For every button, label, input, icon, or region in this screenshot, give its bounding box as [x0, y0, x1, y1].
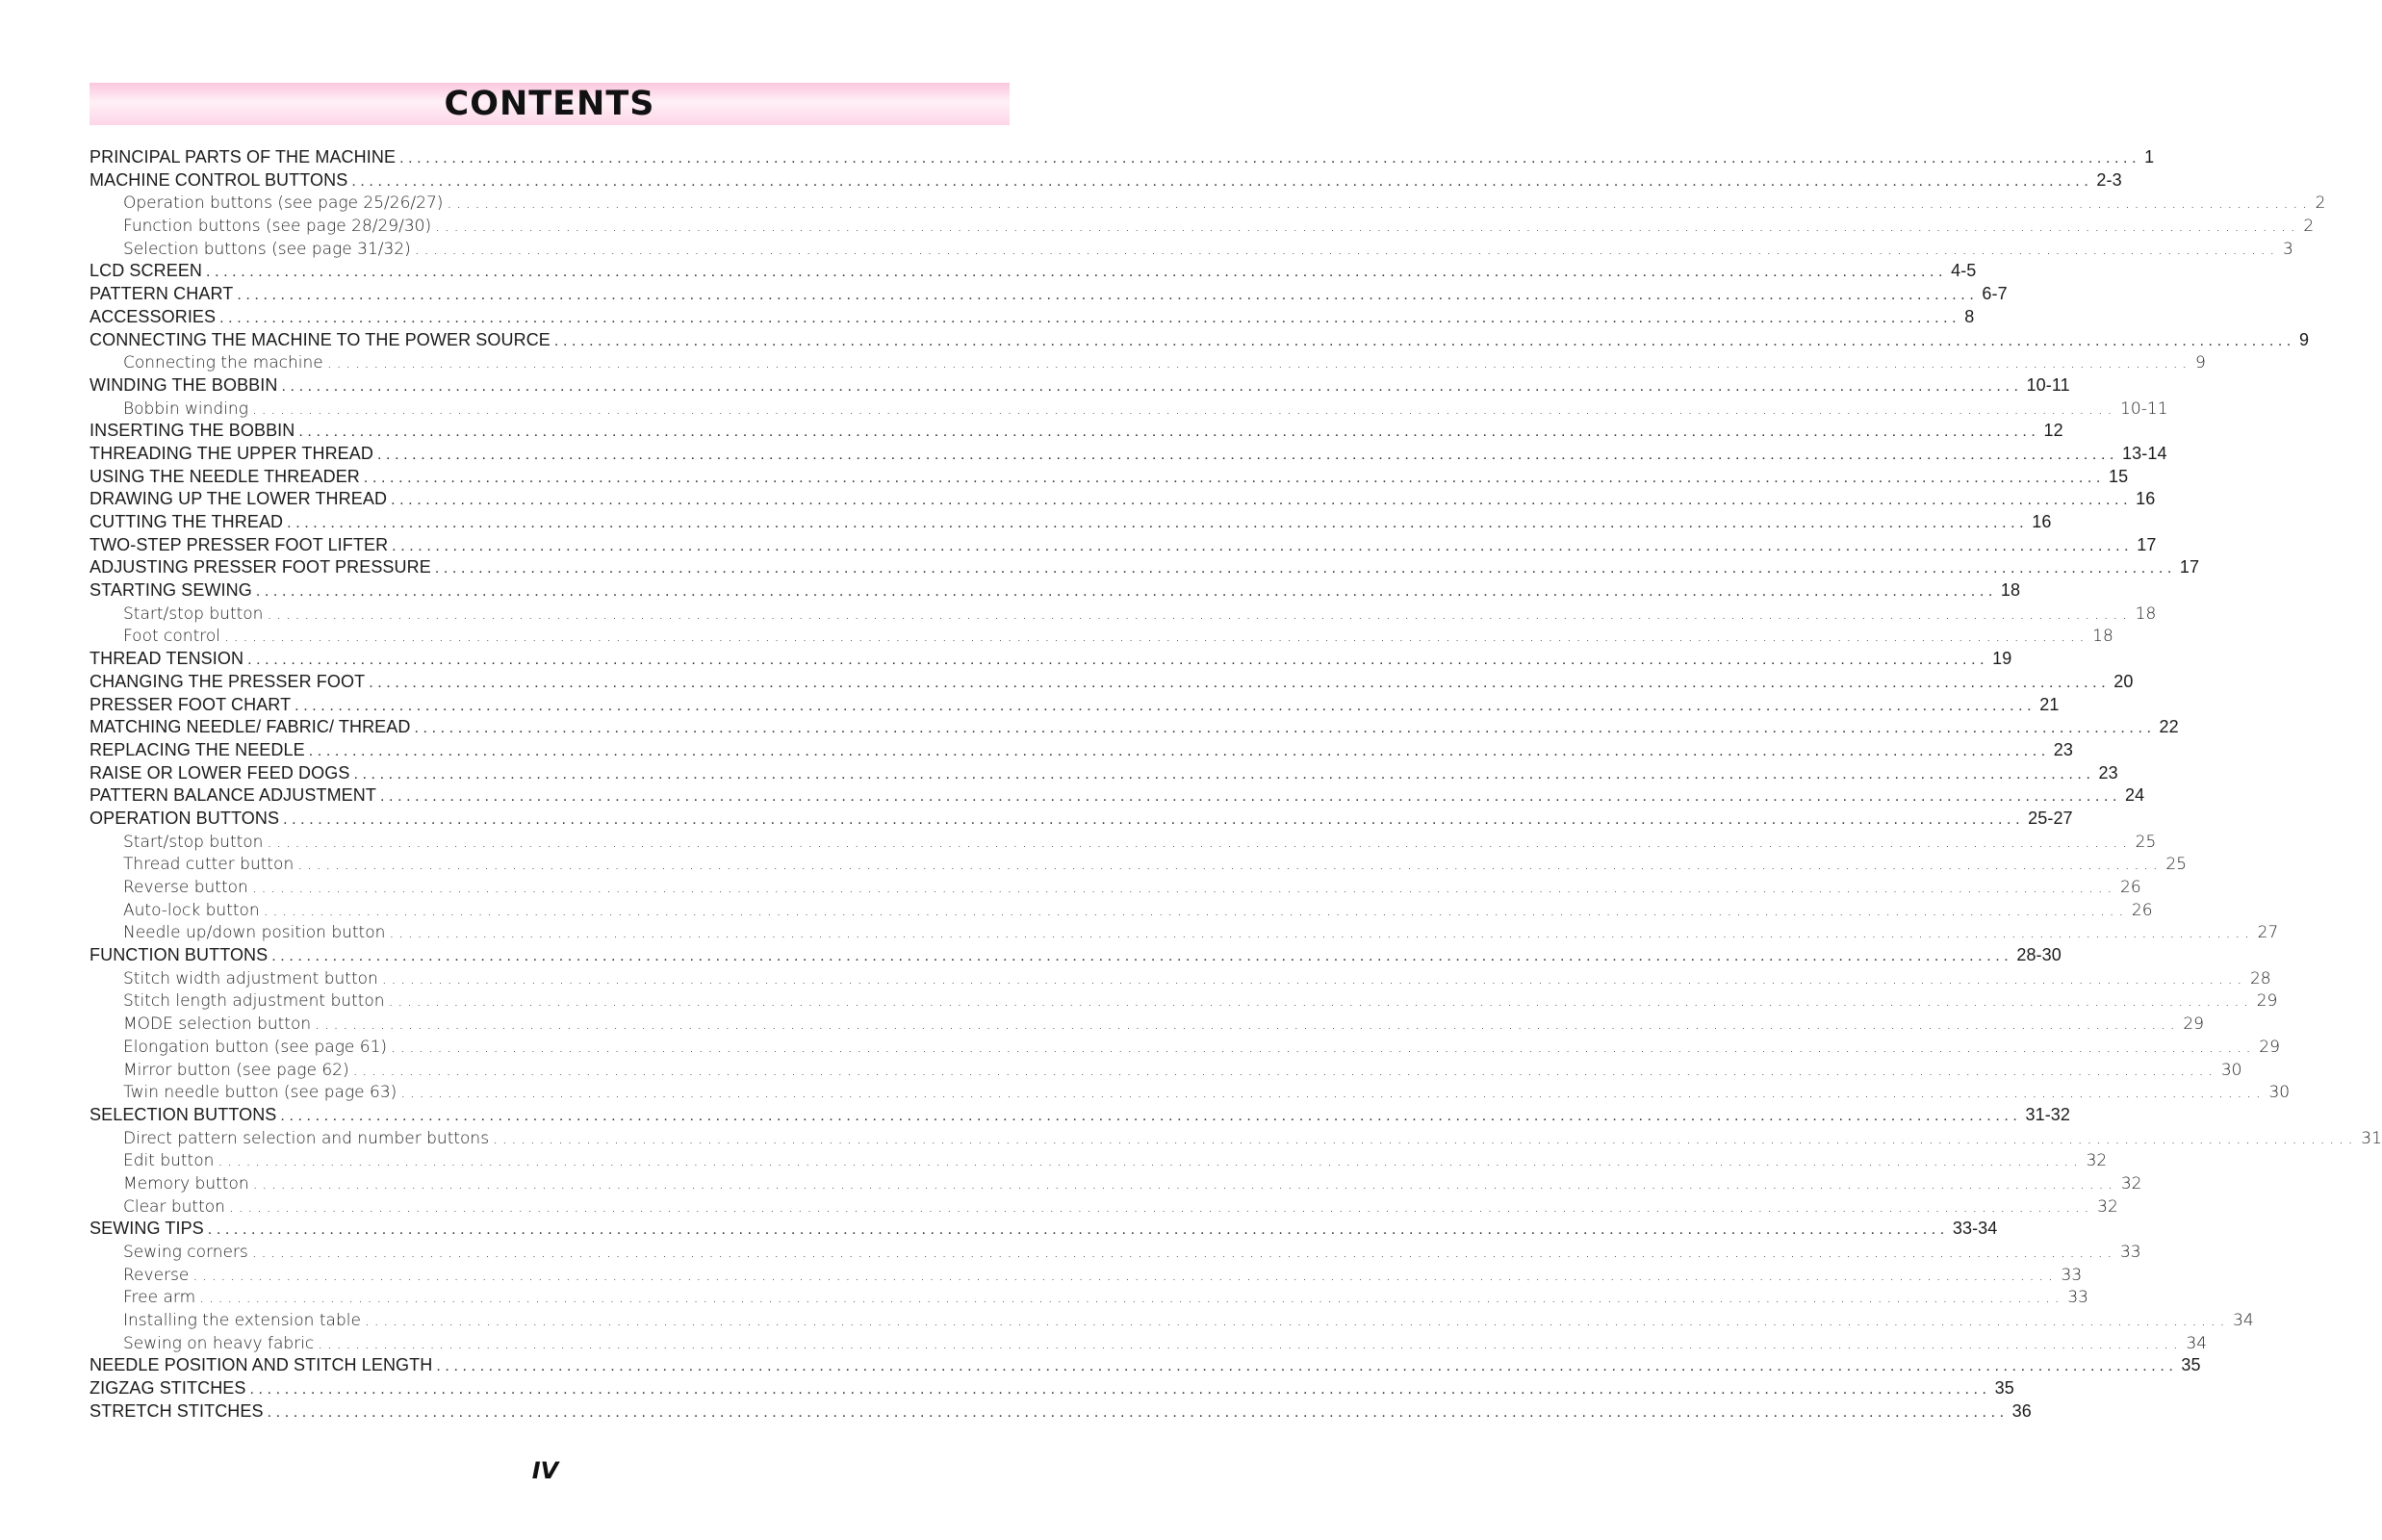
- toc-entry-page: 29: [2256, 991, 2278, 1012]
- toc-entry[interactable]: [90, 1013, 2204, 1036]
- toc-dot-leader: ........................................................................................................................................................................................................: [363, 469, 2105, 486]
- toc-dot-leader: ........................................................................................................................................................................................................: [391, 1037, 2256, 1056]
- toc-entry-page: 25: [2165, 855, 2188, 875]
- toc-entry-title: STARTING SEWING: [90, 580, 252, 601]
- toc-entry[interactable]: [90, 215, 2315, 238]
- page-title: CONTENTS: [444, 85, 655, 123]
- toc-entry-title: Start/stop button: [123, 603, 264, 624]
- toc-dot-leader: ........................................................................................................................................................................................................: [352, 1060, 2217, 1079]
- toc-entry-title: CHANGING THE PRESSER FOOT: [90, 671, 366, 691]
- toc-dot-leader: ........................................................................................................................................................................................................: [267, 603, 2132, 623]
- toc-entry[interactable]: [90, 238, 2293, 261]
- toc-entry-page: 34: [2233, 1311, 2254, 1331]
- toc-dot-leader: ........................................................................................................................................................................................................: [381, 968, 2246, 988]
- toc-entry-title: THREADING THE UPPER THREAD: [90, 443, 373, 463]
- table-of-contents: [90, 146, 2382, 1424]
- toc-dot-leader: ........................................................................................................................................................................................................: [263, 900, 2128, 919]
- toc-entry-title: THREAD TENSION: [90, 649, 244, 669]
- toc-dot-leader: ........................................................................................................................................................................................................: [399, 150, 2141, 167]
- toc-entry-title: Memory button: [123, 1173, 249, 1194]
- toc-entry[interactable]: [90, 1172, 2142, 1195]
- toc-entry-page: 27: [2257, 923, 2279, 943]
- toc-entry[interactable]: [90, 374, 2070, 398]
- toc-dot-leader: ........................................................................................................................................................................................................: [219, 309, 1961, 326]
- toc-entry[interactable]: [90, 1195, 2118, 1219]
- toc-entry-page: 33: [2119, 1243, 2141, 1262]
- toc-dot-leader: ........................................................................................................................................................................................................: [228, 1196, 2094, 1216]
- toc-entry-page: 33: [2067, 1288, 2088, 1308]
- toc-entry[interactable]: [90, 192, 2326, 215]
- toc-dot-leader: ........................................................................................................................................................................................................: [493, 1128, 2358, 1147]
- toc-entry-title: FUNCTION BUTTONS: [90, 945, 269, 965]
- toc-dot-leader: ........................................................................................................................................................................................................: [435, 217, 2300, 236]
- toc-entry-page: 21: [2039, 694, 2060, 714]
- toc-entry[interactable]: [90, 466, 2129, 489]
- toc-entry-page: 30: [2220, 1060, 2242, 1080]
- toc-dot-leader: ........................................................................................................................................................................................................: [237, 287, 1979, 304]
- toc-dot-leader: ........................................................................................................................................................................................................: [379, 788, 2122, 806]
- toc-entry-title: MODE selection button: [123, 1014, 312, 1035]
- toc-entry[interactable]: [90, 694, 2060, 717]
- toc-entry[interactable]: [90, 260, 1977, 283]
- toc-entry-title: Sewing on heavy fabric: [123, 1333, 315, 1353]
- toc-entry-page: 15: [2108, 466, 2129, 486]
- toc-dot-leader: ........................................................................................................................................................................................................: [223, 627, 2089, 646]
- toc-entry-page: 30: [2268, 1083, 2291, 1103]
- toc-entry-title: LCD SCREEN: [90, 261, 203, 281]
- toc-entry[interactable]: [90, 921, 2279, 944]
- toc-entry-title: NEEDLE POSITION AND STITCH LENGTH: [90, 1355, 433, 1375]
- toc-entry-title: Bobbin winding: [123, 398, 248, 419]
- toc-entry-page: 25: [2135, 832, 2157, 852]
- toc-entry-page: 23: [2098, 762, 2118, 783]
- toc-entry-title: Selection buttons (see page 31/32): [123, 239, 411, 259]
- toc-entry-page: 18: [2092, 627, 2113, 647]
- toc-entry-title: Reverse: [123, 1265, 190, 1285]
- toc-entry[interactable]: [90, 351, 2206, 374]
- toc-dot-leader: ........................................................................................................................................................................................................: [199, 1288, 2064, 1307]
- toc-entry-page: 29: [2183, 1014, 2204, 1035]
- toc-dot-leader: ........................................................................................................................................................................................................: [315, 1014, 2180, 1034]
- toc-entry[interactable]: [90, 1149, 2108, 1172]
- toc-entry[interactable]: [90, 899, 2153, 922]
- toc-entry-page: 32: [2097, 1196, 2118, 1217]
- toc-entry-page: 28-30: [2016, 945, 2062, 965]
- toc-dot-leader: ........................................................................................................................................................................................................: [247, 652, 1989, 669]
- toc-entry-title: Edit button: [123, 1151, 215, 1171]
- toc-entry[interactable]: [90, 1332, 2208, 1355]
- toc-entry-page: 16: [2032, 512, 2052, 531]
- toc-entry[interactable]: [90, 876, 2141, 899]
- toc-entry-page: 10-11: [2026, 374, 2070, 395]
- toc-entry[interactable]: [90, 398, 2168, 421]
- toc-entry-page: 32: [2086, 1151, 2108, 1171]
- toc-entry-page: 17: [2179, 557, 2200, 578]
- toc-entry-page: 2: [2315, 193, 2326, 214]
- toc-entry-title: REPLACING THE NEEDLE: [90, 739, 305, 759]
- toc-entry-title: Installing the extension table: [123, 1311, 361, 1331]
- toc-dot-leader: ........................................................................................................................................................................................................: [389, 923, 2254, 942]
- toc-entry-title: PATTERN CHART: [90, 284, 234, 304]
- toc-entry[interactable]: [90, 784, 2145, 808]
- toc-entry-page: 6-7: [1982, 284, 2008, 304]
- contents-header-bar: [90, 83, 1010, 125]
- toc-entry[interactable]: [90, 603, 2157, 626]
- toc-entry[interactable]: [90, 1104, 2071, 1127]
- toc-dot-leader: ........................................................................................................................................................................................................: [295, 697, 2036, 714]
- toc-entry-page: 9: [2298, 329, 2310, 349]
- toc-dot-leader: ........................................................................................................................................................................................................: [326, 353, 2191, 372]
- toc-dot-leader: ........................................................................................................................................................................................................: [318, 1333, 2183, 1352]
- toc-entry-title: ACCESSORIES: [90, 306, 217, 326]
- toc-entry-title: OPERATION BUTTONS: [90, 808, 280, 828]
- toc-entry-page: 19: [1992, 649, 2012, 669]
- toc-entry[interactable]: [90, 1286, 2088, 1309]
- toc-dot-leader: ........................................................................................................................................................................................................: [392, 537, 2134, 554]
- toc-entry-title: Elongation button (see page 61): [123, 1037, 388, 1057]
- toc-entry-title: PRESSER FOOT CHART: [90, 694, 292, 714]
- toc-entry-title: ZIGZAG STITCHES: [90, 1378, 246, 1399]
- toc-dot-leader: ........................................................................................................................................................................................................: [206, 264, 1948, 281]
- toc-entry-title: Stitch width adjustment button: [123, 968, 378, 988]
- toc-entry-title: PRINCIPAL PARTS OF THE MACHINE: [90, 147, 397, 167]
- toc-entry[interactable]: [90, 625, 2113, 648]
- toc-entry-title: Twin needle button (see page 63): [123, 1083, 397, 1103]
- toc-entry[interactable]: [90, 1127, 2382, 1150]
- toc-dot-leader: ........................................................................................................................................................................................................: [271, 948, 2013, 965]
- toc-entry-title: CONNECTING THE MACHINE TO THE POWER SOURCE: [90, 329, 551, 349]
- toc-entry-page: 31-32: [2025, 1104, 2071, 1124]
- toc-entry-title: Reverse button: [123, 878, 248, 897]
- toc-dot-leader: ........................................................................................................................................................................................................: [297, 855, 2163, 874]
- toc-entry-page: 31: [2361, 1128, 2382, 1148]
- toc-entry[interactable]: [90, 146, 2155, 169]
- toc-entry-title: SEWING TIPS: [90, 1219, 204, 1239]
- toc-entry-title: USING THE NEEDLE THREADER: [90, 466, 360, 486]
- toc-dot-leader: ........................................................................................................................................................................................................: [308, 742, 2050, 759]
- toc-entry-page: 13-14: [2122, 443, 2167, 463]
- toc-entry-page: 28: [2249, 968, 2271, 988]
- toc-entry-title: Clear button: [123, 1196, 225, 1217]
- toc-dot-leader: ........................................................................................................................................................................................................: [414, 239, 2279, 258]
- toc-dot-leader: ........................................................................................................................................................................................................: [351, 172, 2093, 190]
- toc-entry[interactable]: [90, 808, 2073, 831]
- toc-entry-page: 18: [2135, 603, 2157, 624]
- toc-entry-title: PATTERN BALANCE ADJUSTMENT: [90, 785, 376, 806]
- toc-entry[interactable]: [90, 853, 2188, 876]
- toc-dot-leader: ........................................................................................................................................................................................................: [267, 832, 2132, 851]
- toc-entry[interactable]: [90, 1354, 2201, 1377]
- toc-dot-leader: ........................................................................................................................................................................................................: [281, 377, 2023, 395]
- toc-dot-leader: ........................................................................................................................................................................................................: [364, 1311, 2230, 1330]
- toc-entry-title: Foot control: [123, 627, 220, 647]
- toc-entry-page: 35: [2181, 1355, 2201, 1375]
- toc-entry-title: Free arm: [123, 1288, 196, 1308]
- toc-dot-leader: ........................................................................................................................................................................................................: [376, 446, 2119, 463]
- toc-entry-page: 16: [2136, 489, 2156, 509]
- toc-dot-leader: ........................................................................................................................................................................................................: [388, 991, 2253, 1011]
- toc-entry-title: Function buttons (see page 28/29/30): [123, 217, 432, 237]
- toc-entry[interactable]: [90, 443, 2167, 466]
- toc-entry-title: Direct pattern selection and number buttons: [123, 1128, 490, 1148]
- toc-entry-title: TWO-STEP PRESSER FOOT LIFTER: [90, 534, 389, 554]
- toc-entry-title: WINDING THE BOBBIN: [90, 374, 278, 395]
- toc-entry-title: SELECTION BUTTONS: [90, 1104, 277, 1124]
- toc-entry[interactable]: [90, 944, 2062, 967]
- toc-entry-page: 25-27: [2028, 808, 2073, 828]
- toc-dot-leader: ........................................................................................................................................................................................................: [369, 674, 2111, 691]
- toc-dot-leader: ........................................................................................................................................................................................................: [353, 765, 2095, 783]
- toc-entry[interactable]: [90, 488, 2156, 511]
- toc-entry-title: ADJUSTING PRESSER FOOT PRESSURE: [90, 557, 431, 578]
- toc-entry-page: 2: [2303, 217, 2315, 237]
- toc-dot-leader: ........................................................................................................................................................................................................: [280, 1107, 2022, 1124]
- toc-entry-page: 1: [2144, 147, 2155, 167]
- toc-entry[interactable]: [90, 169, 2122, 192]
- toc-entry-title: RAISE OR LOWER FEED DOGS: [90, 762, 350, 783]
- toc-dot-leader: ........................................................................................................................................................................................................: [298, 424, 2040, 441]
- toc-entry[interactable]: [90, 329, 2310, 352]
- toc-entry[interactable]: [90, 1059, 2242, 1082]
- toc-entry-title: Needle up/down position button: [123, 923, 386, 943]
- toc-entry-title: Stitch length adjustment button: [123, 991, 385, 1012]
- toc-entry[interactable]: [90, 739, 2074, 762]
- toc-entry-page: 17: [2137, 534, 2157, 554]
- toc-entry[interactable]: [90, 989, 2278, 1013]
- toc-entry-title: Auto-lock button: [123, 900, 260, 920]
- toc-entry-title: DRAWING UP THE LOWER THREAD: [90, 489, 388, 509]
- toc-entry-page: 33-34: [1952, 1219, 1998, 1239]
- toc-entry-page: 8: [1964, 306, 1975, 326]
- toc-entry[interactable]: [90, 306, 1975, 329]
- toc-entry[interactable]: [90, 1081, 2291, 1104]
- toc-entry-title: STRETCH STITCHES: [90, 1400, 264, 1421]
- toc-entry[interactable]: [90, 1377, 2014, 1400]
- toc-entry-page: 34: [2186, 1333, 2208, 1353]
- toc-entry[interactable]: [90, 648, 2012, 671]
- toc-dot-leader: ........................................................................................................................................................................................................: [553, 332, 2295, 349]
- toc-entry[interactable]: [90, 1218, 1998, 1241]
- toc-dot-leader: ........................................................................................................................................................................................................: [283, 810, 2025, 828]
- toc-dot-leader: ........................................................................................................................................................................................................: [251, 398, 2117, 418]
- toc-entry-page: 23: [2053, 739, 2074, 759]
- toc-dot-leader: ........................................................................................................................................................................................................: [249, 1381, 1991, 1399]
- toc-dot-leader: ........................................................................................................................................................................................................: [252, 1173, 2117, 1193]
- toc-dot-leader: ........................................................................................................................................................................................................: [192, 1265, 2058, 1284]
- toc-dot-leader: ........................................................................................................................................................................................................: [207, 1221, 1949, 1239]
- toc-entry[interactable]: [90, 511, 2052, 534]
- toc-entry-page: 20: [2113, 671, 2134, 691]
- toc-entry-title: Mirror button (see page 62): [123, 1060, 349, 1080]
- toc-entry-page: 33: [2061, 1265, 2083, 1285]
- toc-entry-title: Start/stop button: [123, 832, 264, 852]
- toc-entry-title: INSERTING THE BOBBIN: [90, 421, 295, 441]
- toc-dot-leader: ........................................................................................................................................................................................................: [251, 1243, 2116, 1261]
- toc-entry[interactable]: [90, 831, 2157, 854]
- toc-entry-page: 4-5: [1951, 261, 1977, 281]
- toc-dot-leader: ........................................................................................................................................................................................................: [255, 583, 1997, 601]
- toc-dot-leader: ........................................................................................................................................................................................................: [400, 1083, 2266, 1102]
- toc-entry-title: MACHINE CONTROL BUTTONS: [90, 169, 348, 190]
- toc-entry[interactable]: [90, 420, 2063, 443]
- toc-entry-title: MATCHING NEEDLE/ FABRIC/ THREAD: [90, 717, 411, 737]
- toc-dot-leader: ........................................................................................................................................................................................................: [414, 720, 2156, 737]
- toc-entry-page: 18: [2000, 580, 2021, 601]
- toc-entry-title: CUTTING THE THREAD: [90, 512, 284, 531]
- toc-entry[interactable]: [90, 1036, 2280, 1059]
- toc-entry[interactable]: [90, 1400, 2032, 1424]
- toc-dot-leader: ........................................................................................................................................................................................................: [287, 515, 2029, 531]
- toc-entry[interactable]: [90, 283, 2008, 306]
- page-number: IV: [531, 1457, 559, 1484]
- toc-dot-leader: ........................................................................................................................................................................................................: [218, 1151, 2083, 1170]
- toc-dot-leader: ........................................................................................................................................................................................................: [434, 560, 2176, 578]
- toc-dot-leader: ........................................................................................................................................................................................................: [436, 1358, 2178, 1375]
- toc-entry-page: 12: [2043, 421, 2063, 441]
- toc-entry-page: 35: [1994, 1378, 2014, 1399]
- toc-entry-page: 2-3: [2096, 169, 2122, 190]
- toc-entry-title: Operation buttons (see page 25/26/27): [123, 193, 444, 214]
- toc-entry-page: 9: [2194, 353, 2206, 373]
- toc-entry[interactable]: [90, 556, 2200, 579]
- toc-entry-page: 29: [2259, 1037, 2280, 1057]
- toc-entry[interactable]: [90, 534, 2157, 557]
- toc-entry[interactable]: [90, 967, 2271, 990]
- toc-dot-leader: ........................................................................................................................................................................................................: [391, 492, 2133, 509]
- toc-entry[interactable]: [90, 716, 2179, 739]
- toc-entry-title: Thread cutter button: [123, 855, 295, 875]
- toc-entry[interactable]: [90, 671, 2134, 694]
- toc-entry-page: 22: [2159, 717, 2179, 737]
- toc-dot-leader: ........................................................................................................................................................................................................: [251, 878, 2116, 896]
- toc-entry-page: 26: [2131, 900, 2153, 920]
- toc-dot-leader: ........................................................................................................................................................................................................: [267, 1403, 2009, 1421]
- toc-entry-page: 24: [2125, 785, 2145, 806]
- toc-entry[interactable]: [90, 1264, 2083, 1287]
- toc-entry[interactable]: [90, 762, 2118, 785]
- toc-entry-page: 36: [2011, 1400, 2032, 1421]
- toc-entry[interactable]: [90, 1309, 2254, 1332]
- toc-entry-page: 3: [2282, 239, 2293, 259]
- toc-entry-page: 10-11: [2120, 398, 2168, 419]
- toc-entry-title: Sewing corners: [123, 1243, 248, 1262]
- toc-dot-leader: ........................................................................................................................................................................................................: [447, 193, 2312, 213]
- toc-entry-page: 32: [2120, 1173, 2142, 1194]
- toc-entry[interactable]: [90, 579, 2021, 603]
- toc-entry-title: Connecting the machine: [123, 353, 323, 373]
- toc-entry[interactable]: [90, 1241, 2141, 1264]
- toc-entry-page: 26: [2120, 878, 2141, 897]
